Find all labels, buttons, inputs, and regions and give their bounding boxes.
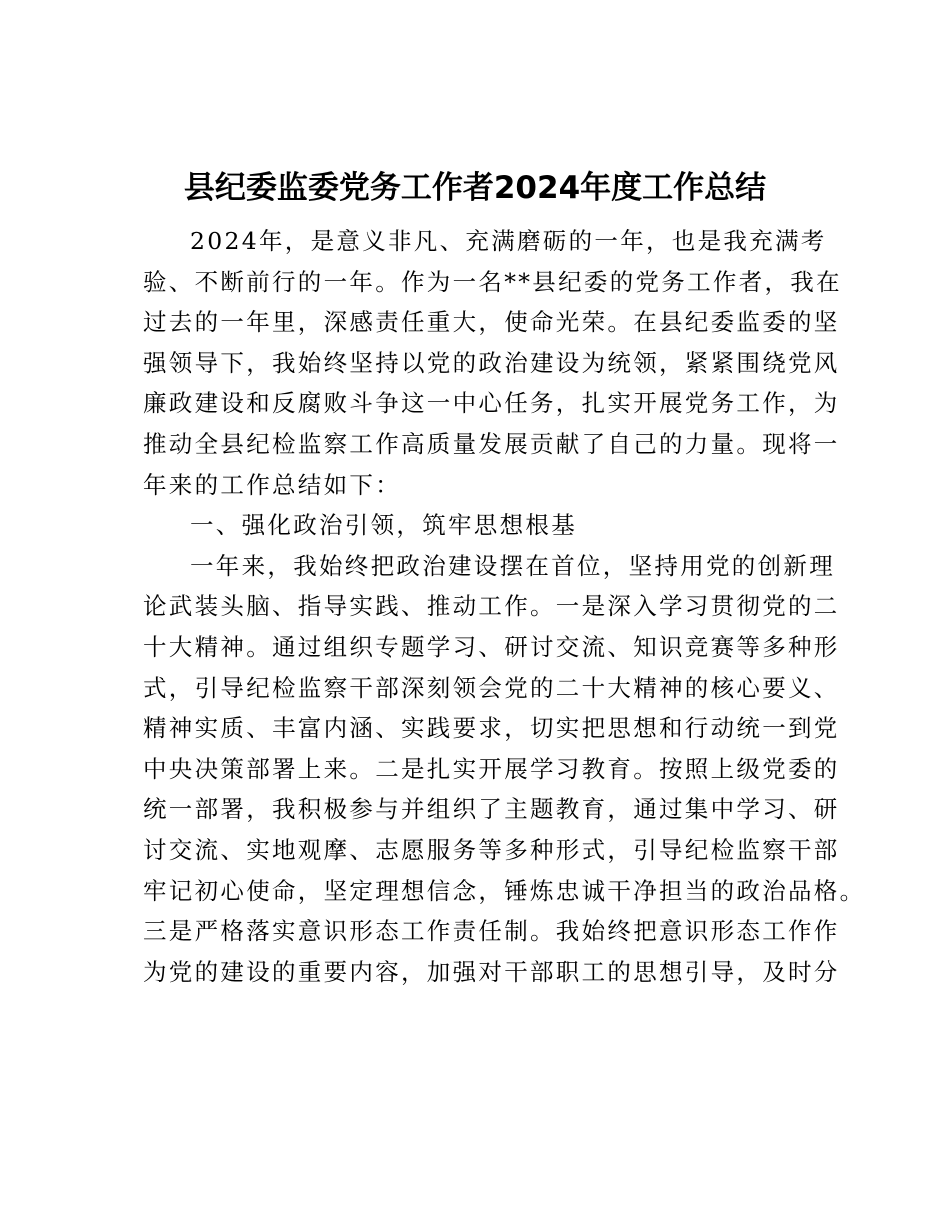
paragraph-line: 式，引导纪检监察干部深刻领会党的二十大精神的核心要义、 [143, 673, 840, 702]
paragraph-line: 一年来，我始终把政治建设摆在首位，坚持用党的创新理 [190, 551, 835, 580]
paragraph-line: 讨交流、实地观摩、志愿服务等多种形式，引导纪检监察干部 [143, 835, 840, 864]
paragraph-line: 统一部署，我积极参与并组织了主题教育，通过集中学习、研 [143, 795, 840, 824]
paragraph-line: 牢记初心使命，坚定理想信念，锤炼忠诚干净担当的政治品格。 [143, 876, 866, 905]
paragraph-line: 三是严格落实意识形态工作责任制。我始终把意识形态工作作 [143, 917, 840, 946]
paragraph-line: 推动全县纪检监察工作高质量发展贡献了自己的力量。现将一 [143, 429, 840, 458]
paragraph-line: 2024年，是意义非凡、充满磨砺的一年，也是我充满考 [190, 227, 827, 255]
paragraph-line: 为党的建设的重要内容，加强对干部职工的思想引导，及时分 [143, 957, 840, 986]
paragraph-line: 强领导下，我始终坚持以党的政治建设为统领，紧紧围绕党风 [143, 348, 840, 377]
paragraph-line: 十大精神。通过组织专题学习、研讨交流、知识竞赛等多种形 [143, 632, 840, 661]
paragraph-line: 论武装头脑、指导实践、推动工作。一是深入学习贯彻党的二 [143, 592, 840, 621]
paragraph-line: 精神实质、丰富内涵、实践要求，切实把思想和行动统一到党 [143, 714, 840, 743]
paragraph-line: 中央决策部署上来。二是扎实开展学习教育。按照上级党委的 [143, 754, 840, 783]
document-body [143, 221, 866, 992]
document-title: 县纪委监委党务工作者2024年度工作总结 [183, 170, 767, 206]
paragraph-line: 年来的工作总结如下： [143, 470, 401, 499]
paragraph-line: 廉政建设和反腐败斗争这一中心任务，扎实开展党务工作，为 [143, 389, 840, 418]
section-heading: 一、强化政治引领，筑牢思想根基 [190, 511, 577, 540]
paragraph-line: 过去的一年里，深感责任重大，使命光荣。在县纪委监委的坚 [143, 308, 840, 337]
paragraph-line: 验、不断前行的一年。作为一名**县纪委的党务工作者，我在 [143, 267, 842, 296]
